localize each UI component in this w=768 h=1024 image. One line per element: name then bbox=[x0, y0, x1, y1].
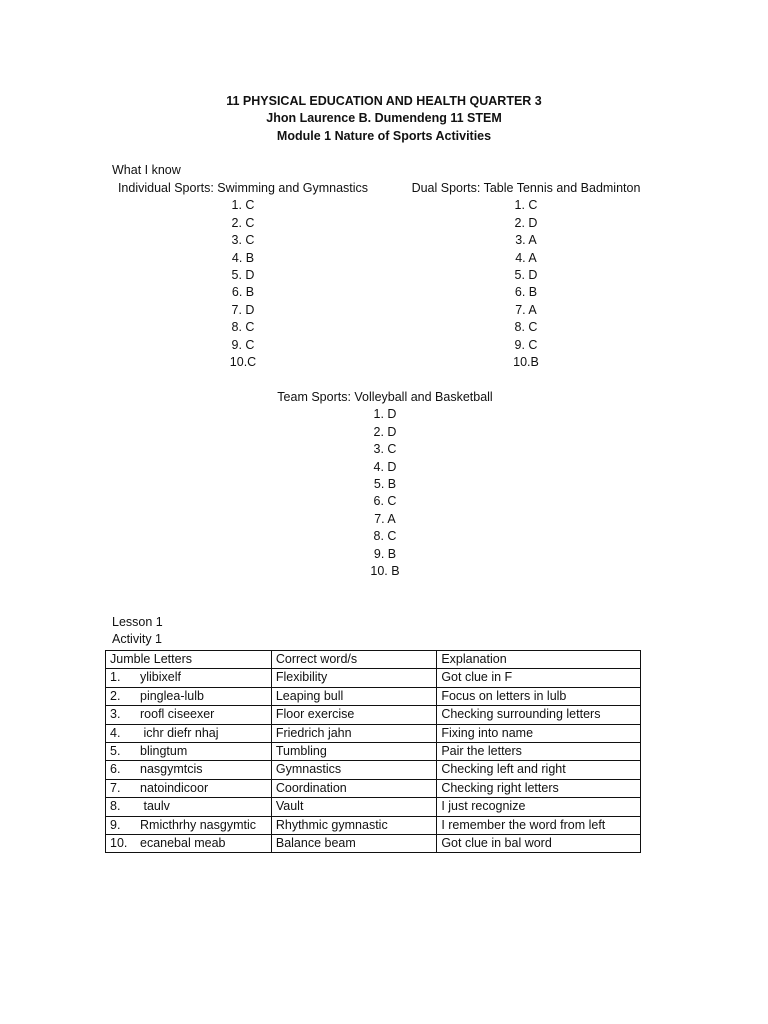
jumble-cell bbox=[106, 798, 272, 816]
table-row bbox=[106, 761, 641, 779]
table-row bbox=[106, 798, 641, 816]
lesson-label: Lesson 1 bbox=[112, 615, 163, 629]
answer-item: 4. D bbox=[373, 459, 397, 474]
row-number: 1. bbox=[110, 670, 121, 685]
jumble-cell bbox=[106, 743, 272, 761]
jumble-text: roofl ciseexer bbox=[140, 707, 215, 722]
answer-item: 8. C bbox=[231, 320, 255, 335]
row-number: 10. bbox=[110, 836, 128, 851]
jumble-text: ichr diefr nhaj bbox=[140, 725, 219, 740]
answer-item: 9. C bbox=[514, 337, 538, 352]
jumble-text: Rmicthrhy nasgymtic bbox=[140, 817, 256, 832]
explanation-cell: Focus on letters in lulb bbox=[437, 687, 641, 705]
row-number: 2. bbox=[110, 688, 121, 703]
answer-item: 7. A bbox=[374, 511, 396, 526]
explanation-cell: Checking surrounding letters bbox=[437, 706, 641, 724]
correct-word-cell: Gymnastics bbox=[271, 761, 436, 779]
dual-sports-answers bbox=[410, 180, 642, 371]
jumble-cell bbox=[106, 669, 272, 687]
correct-word-cell: Friedrich jahn bbox=[271, 724, 436, 742]
row-number: 3. bbox=[110, 707, 121, 722]
document-header bbox=[0, 93, 768, 145]
answer-item: 2. D bbox=[373, 424, 397, 439]
explanation-cell: Pair the letters bbox=[437, 743, 641, 761]
jumble-text: pinglea-lulb bbox=[140, 688, 204, 703]
table-row bbox=[106, 779, 641, 797]
correct-word-cell: Flexibility bbox=[271, 669, 436, 687]
answer-item: 10.C bbox=[229, 354, 257, 369]
table-row bbox=[106, 724, 641, 742]
what-i-know-label: What I know bbox=[112, 163, 181, 177]
correct-word-cell: Vault bbox=[271, 798, 436, 816]
individual-sports-title: Individual Sports: Swimming and Gymnastics bbox=[117, 181, 369, 195]
table-row bbox=[106, 743, 641, 761]
column-header: Explanation bbox=[437, 651, 641, 669]
jumble-cell bbox=[106, 706, 272, 724]
answer-item: 5. D bbox=[514, 267, 538, 282]
answer-item: 1. C bbox=[514, 198, 538, 213]
explanation-cell: I just recognize bbox=[437, 798, 641, 816]
table-row bbox=[106, 706, 641, 724]
answer-item: 10. B bbox=[370, 563, 400, 578]
answer-item: 3. C bbox=[373, 442, 397, 457]
table-row bbox=[106, 816, 641, 834]
jumble-cell bbox=[106, 687, 272, 705]
jumble-cell bbox=[106, 816, 272, 834]
row-number: 5. bbox=[110, 744, 121, 759]
table-row bbox=[106, 687, 641, 705]
correct-word-cell: Coordination bbox=[271, 779, 436, 797]
answer-item: 3. A bbox=[515, 233, 537, 248]
answer-item: 6. B bbox=[231, 285, 255, 300]
explanation-cell: Fixing into name bbox=[437, 724, 641, 742]
answer-item: 4. A bbox=[515, 250, 537, 265]
column-header: Correct word/s bbox=[271, 651, 436, 669]
header-module-title: Module 1 Nature of Sports Activities bbox=[276, 128, 492, 143]
table-row bbox=[106, 835, 641, 853]
explanation-cell: Checking left and right bbox=[437, 761, 641, 779]
answer-item: 1. C bbox=[231, 198, 255, 213]
jumble-text: blingtum bbox=[140, 744, 188, 759]
answer-item: 8. C bbox=[514, 320, 538, 335]
jumble-cell bbox=[106, 779, 272, 797]
answer-item: 10.B bbox=[513, 354, 539, 369]
correct-word-cell: Tumbling bbox=[271, 743, 436, 761]
table-header-row bbox=[106, 651, 641, 669]
correct-word-cell: Leaping bull bbox=[271, 687, 436, 705]
team-sports-title: Team Sports: Volleyball and Basketball bbox=[277, 390, 493, 404]
individual-sports-answers bbox=[117, 180, 369, 371]
explanation-cell: Checking right letters bbox=[437, 779, 641, 797]
jumble-cell bbox=[106, 724, 272, 742]
row-number: 9. bbox=[110, 817, 121, 832]
jumble-cell bbox=[106, 835, 272, 853]
header-course-title: 11 PHYSICAL EDUCATION AND HEALTH QUARTER 3 bbox=[226, 94, 542, 108]
answer-item: 7. D bbox=[231, 302, 255, 317]
jumble-text: nasgymtcis bbox=[140, 762, 203, 777]
explanation-cell: I remember the word from left bbox=[437, 816, 641, 834]
jumble-text: ecanebal meab bbox=[140, 836, 226, 851]
activity-label: Activity 1 bbox=[112, 632, 163, 647]
answer-item: 9. B bbox=[373, 546, 397, 561]
dual-sports-title: Dual Sports: Table Tennis and Badminton bbox=[411, 181, 641, 195]
jumble-text: taulv bbox=[140, 799, 170, 814]
answer-item: 7. A bbox=[515, 302, 537, 317]
answer-item: 5. D bbox=[231, 267, 255, 282]
table-row bbox=[106, 669, 641, 687]
answer-item: 6. B bbox=[514, 285, 538, 300]
correct-word-cell: Floor exercise bbox=[271, 706, 436, 724]
answer-item: 1. D bbox=[373, 407, 397, 422]
row-number: 7. bbox=[110, 780, 121, 795]
jumble-text: ylibixelf bbox=[140, 670, 181, 685]
activity-table bbox=[105, 650, 641, 853]
answer-item: 2. C bbox=[231, 215, 255, 230]
answer-item: 6. C bbox=[373, 494, 397, 509]
explanation-cell: Got clue in F bbox=[437, 669, 641, 687]
answer-item: 8. C bbox=[373, 529, 397, 544]
jumble-cell bbox=[106, 761, 272, 779]
correct-word-cell: Balance beam bbox=[271, 835, 436, 853]
row-number: 8. bbox=[110, 799, 121, 814]
header-student-name: Jhon Laurence B. Dumendeng 11 STEM bbox=[266, 111, 502, 126]
answer-item: 2. D bbox=[514, 215, 538, 230]
jumble-text: natoindicoor bbox=[140, 780, 209, 795]
answer-item: 5. B bbox=[373, 476, 397, 491]
correct-word-cell: Rhythmic gymnastic bbox=[271, 816, 436, 834]
row-number: 4. bbox=[110, 725, 121, 740]
explanation-cell: Got clue in bal word bbox=[437, 835, 641, 853]
column-header: Jumble Letters bbox=[106, 651, 272, 669]
lesson-heading bbox=[112, 614, 163, 649]
answer-item: 4. B bbox=[231, 250, 255, 265]
row-number: 6. bbox=[110, 762, 121, 777]
team-sports-answers bbox=[270, 389, 500, 580]
answer-item: 3. C bbox=[231, 233, 255, 248]
answer-item: 9. C bbox=[231, 337, 255, 352]
